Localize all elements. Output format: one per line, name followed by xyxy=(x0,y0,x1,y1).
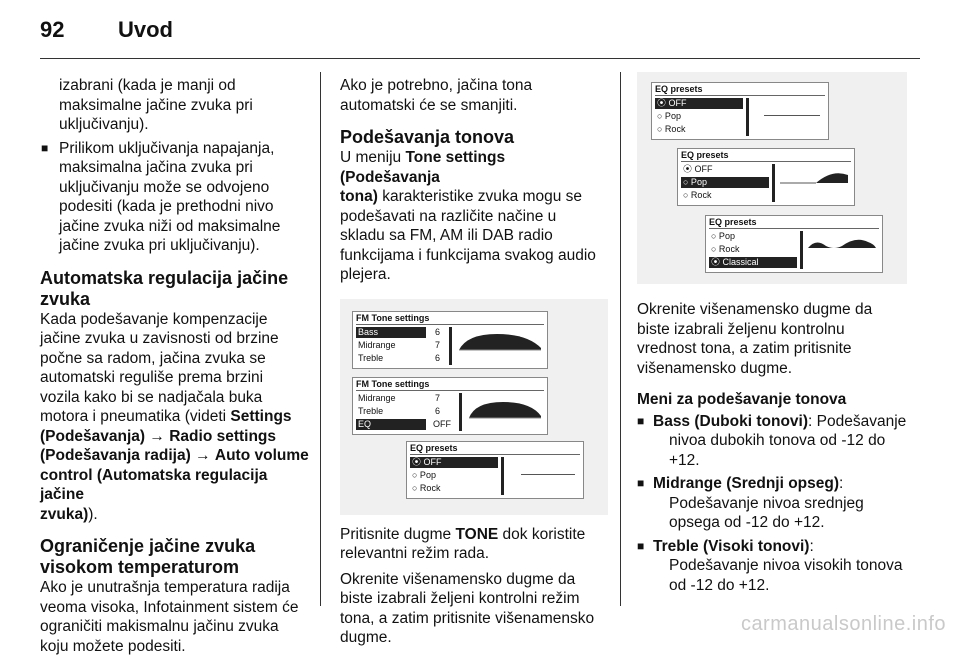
list-item: ■ Midrange (Srednji opseg): Podešavanje nivoa srednjeg opsega od -12 do +12. xyxy=(637,475,864,531)
fm-tone-settings-screen: FM Tone settings Bass 6 Midrange 7 Treble 6 xyxy=(352,311,548,369)
eq-curve-icon xyxy=(806,234,878,264)
eq-curve-icon xyxy=(780,167,850,197)
column-3 xyxy=(637,76,907,595)
menu-row: ○ Rock xyxy=(657,124,686,134)
turn-knob-paragraph: Okrenite višenamensko dugme da biste izabrali željeni kontrolni režim tona, a zatim pritisnite višenamensko dugme. xyxy=(340,570,595,646)
menu-row: ○ Pop xyxy=(681,177,769,188)
menu-row: ○ Rock xyxy=(683,190,712,200)
section-heading-auto-volume: Automatska regulacija jačine zvuka xyxy=(40,267,289,309)
menu-row: ⦿ OFF xyxy=(683,164,713,174)
fm-tone-settings-screen: FM Tone settings Midrange 7 Treble 6 EQ OFF xyxy=(352,377,548,435)
bullet-square-icon: ■ xyxy=(637,413,645,428)
bullet-square-icon: ■ xyxy=(637,538,645,553)
list-item: ■ Prilikom uključivanja napajanja, maksimalna jačina zvuka pri uključivanju može se odvojeno podesiti (kada je prethodni nivo jačine zvuka niži od maksimalne jačine zvuka pri uključivanju). xyxy=(41,139,281,254)
eq-presets-screen: EQ presets ⦿ OFF ○ Pop ○ Rock xyxy=(406,441,584,499)
column-2 xyxy=(340,76,608,648)
menu-row: ○ Pop xyxy=(657,111,681,121)
menu-row: EQ xyxy=(356,419,426,430)
eq-presets-screen: EQ presets ⦿ OFF ○ Pop ○ Rock xyxy=(651,82,829,140)
menu-row: ⦿ OFF xyxy=(655,98,743,109)
column-divider xyxy=(620,72,621,606)
eq-curve-icon xyxy=(457,326,543,366)
page-header xyxy=(0,0,960,60)
eq-presets-screen: EQ presets ⦿ OFF ○ Pop ○ Rock xyxy=(677,148,855,206)
eq-curve-icon xyxy=(467,392,543,432)
page-number: 92 xyxy=(40,17,65,42)
continued-bullet-text: izabrani (kada je manji od maksimalne jačine zvuka pri uključivanju). xyxy=(59,77,253,133)
auto-volume-paragraph: Kada podešavanje kompenzacije jačine zvuka u zavisnosti od brzine počne sa radom, jačina zvuka se automatski reguliše prema brzini vozila kako bi se nadjačala buka motora i pneumatika (videti Settings (Podešavanja) → Radio settings (Podešavanja radija) → Auto volume control (Automatska regulacija jačine zvuka)). xyxy=(40,310,309,523)
menu-row: ○ Pop xyxy=(711,231,735,241)
page-title: Uvod xyxy=(118,17,173,42)
press-tone-paragraph: Pritisnite dugme TONE dok koristite relevantni režim rada. xyxy=(340,525,586,562)
menu-row: ⦿ OFF xyxy=(410,457,498,468)
intro-paragraph: Ako je potrebno, jačina tona automatski će se smanjiti. xyxy=(340,77,533,114)
tone-settings-figure xyxy=(340,299,608,515)
bullet-square-icon: ■ xyxy=(41,140,49,155)
column-1 xyxy=(40,76,310,656)
menu-row: ○ Rock xyxy=(412,482,441,493)
menu-row: Midrange xyxy=(358,339,396,350)
menu-row: Bass xyxy=(356,327,426,338)
watermark-text: carmanualsonline.info xyxy=(740,613,946,635)
eq-presets-screen: EQ presets ○ Pop ○ Rock ⦿ Classical xyxy=(705,215,883,273)
menu-row: ⦿ Classical xyxy=(709,257,797,268)
section-heading-temperature-limit: Ograničenje jačine zvuka visokom temperaturom xyxy=(40,536,256,577)
temperature-limit-paragraph: Ako je unutrašnja temperatura radija veoma visoka, Infotainment sistem će ograničiti makismalnu jačinu zvuka koju možete podesiti. xyxy=(40,579,299,655)
tone-settings-paragraph: U meniju Tone settings (Podešavanja tona) karakteristike zvuka mogu se podešavati na različite načine u skladu sa FM, AM ili DAB radio funkcijama i funkcijama svakog audio plejera. xyxy=(340,149,596,283)
bullet-square-icon: ■ xyxy=(637,476,645,490)
menu-row: ○ Rock xyxy=(711,244,740,254)
header-rule xyxy=(40,58,920,59)
column-divider xyxy=(320,72,321,606)
section-heading-tone-settings: Podešavanja tonova xyxy=(340,127,515,147)
list-item: ■ Treble (Visoki tonovi): Podešavanje nivoa visokih tonova od -12 do +12. xyxy=(637,537,903,594)
turn-knob-paragraph: Okrenite višenamensko dugme da biste izabrali željenu kontrolnu vrednost tona, a zatim pritisnite višenamensko dugme. xyxy=(637,301,873,377)
menu-row: Midrange xyxy=(358,392,396,403)
menu-row: Treble xyxy=(358,352,384,363)
menu-row: ○ Pop xyxy=(412,469,436,480)
list-item: ■ Bass (Duboki tonovi): Podešavanje nivoa dubokih tonova od -12 do +12. xyxy=(637,412,907,469)
menu-heading: Meni za podešavanje tonova xyxy=(637,391,847,408)
eq-presets-figure xyxy=(637,72,907,284)
menu-row: Treble xyxy=(358,405,384,416)
